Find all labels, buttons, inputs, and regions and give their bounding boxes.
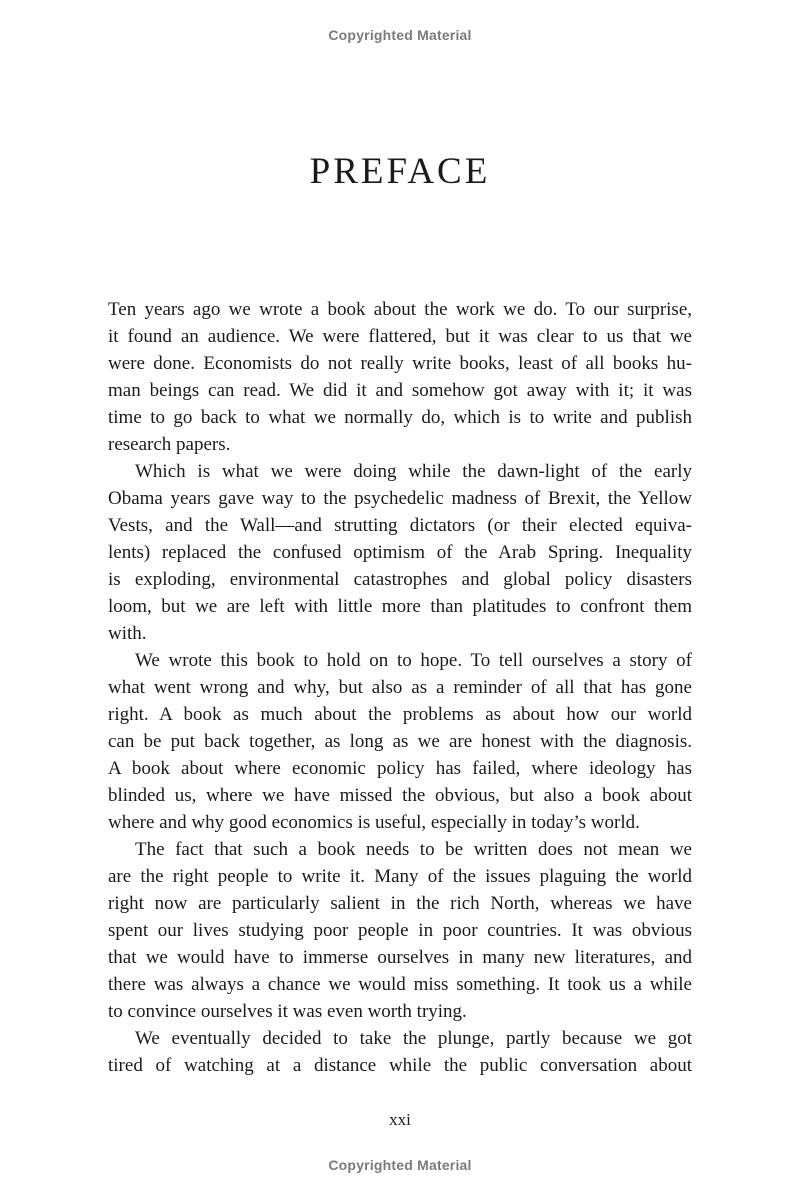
paragraph-4 — [108, 836, 692, 1025]
text-line: Which is what we were doing while the dawn-light of the early — [135, 461, 692, 482]
text-line: time to go back to what we normally do, which is to write and publish — [108, 407, 692, 428]
paragraph-5 — [108, 1025, 692, 1079]
text-line: lents) replaced the confused optimism of the Arab Spring. Inequality — [108, 542, 692, 563]
text-line: Ten years ago we wrote a book about the work we do. To our surprise, — [108, 299, 692, 320]
text-line: to convince ourselves it was even worth trying. — [108, 1001, 467, 1022]
text-line: Obama years gave way to the psychedelic madness of Brexit, the Yellow — [108, 488, 692, 509]
text-line: with. — [108, 623, 147, 644]
chapter-title: PREFACE — [309, 151, 491, 192]
text-line: were done. Economists do not really write books, least of all books hu- — [108, 353, 692, 374]
text-line: right. A book as much about the problems as about how our world — [108, 704, 692, 725]
paragraph-3 — [108, 647, 692, 836]
text-line: loom, but we are left with little more than platitudes to confront them — [108, 596, 692, 617]
text-line: blinded us, where we have missed the obvious, but also a book about — [108, 785, 692, 806]
paragraph-1 — [108, 296, 692, 458]
text-line: spent our lives studying poor people in poor countries. It was obvious — [108, 920, 692, 941]
copyright-watermark-bottom: Copyrighted Material — [328, 1157, 472, 1173]
text-line: right now are particularly salient in the rich North, whereas we have — [108, 893, 692, 914]
text-line: man beings can read. We did it and somehow got away with it; it was — [108, 380, 692, 401]
text-line: research papers. — [108, 434, 231, 455]
paragraph-2 — [108, 458, 692, 647]
body-text — [108, 296, 692, 1079]
text-line: tired of watching at a distance while the public conversation about — [108, 1055, 692, 1076]
text-line: The fact that such a book needs to be written does not mean we — [135, 839, 692, 860]
text-line: A book about where economic policy has failed, where ideology has — [108, 758, 692, 779]
text-line: can be put back together, as long as we are honest with the diagnosis. — [108, 731, 692, 752]
text-line: what went wrong and why, but also as a reminder of all that has gone — [108, 677, 692, 698]
text-line: We wrote this book to hold on to hope. To tell ourselves a story of — [135, 650, 692, 671]
text-line: is exploding, environmental catastrophes and global policy disasters — [108, 569, 692, 590]
text-line: there was always a chance we would miss something. It took us a while — [108, 974, 692, 995]
text-line: where and why good economics is useful, especially in today’s world. — [108, 812, 640, 833]
text-line: it found an audience. We were flattered, but it was clear to us that we — [108, 326, 692, 347]
text-line: We eventually decided to take the plunge, partly because we got — [135, 1028, 692, 1049]
text-line: that we would have to immerse ourselves in many new literatures, and — [108, 947, 692, 968]
text-line: are the right people to write it. Many of the issues plaguing the world — [108, 866, 692, 887]
text-line: Vests, and the Wall—and strutting dictators (or their elected equiva- — [108, 515, 692, 536]
page-number: xxi — [389, 1110, 411, 1129]
copyright-watermark-top: Copyrighted Material — [328, 27, 472, 43]
